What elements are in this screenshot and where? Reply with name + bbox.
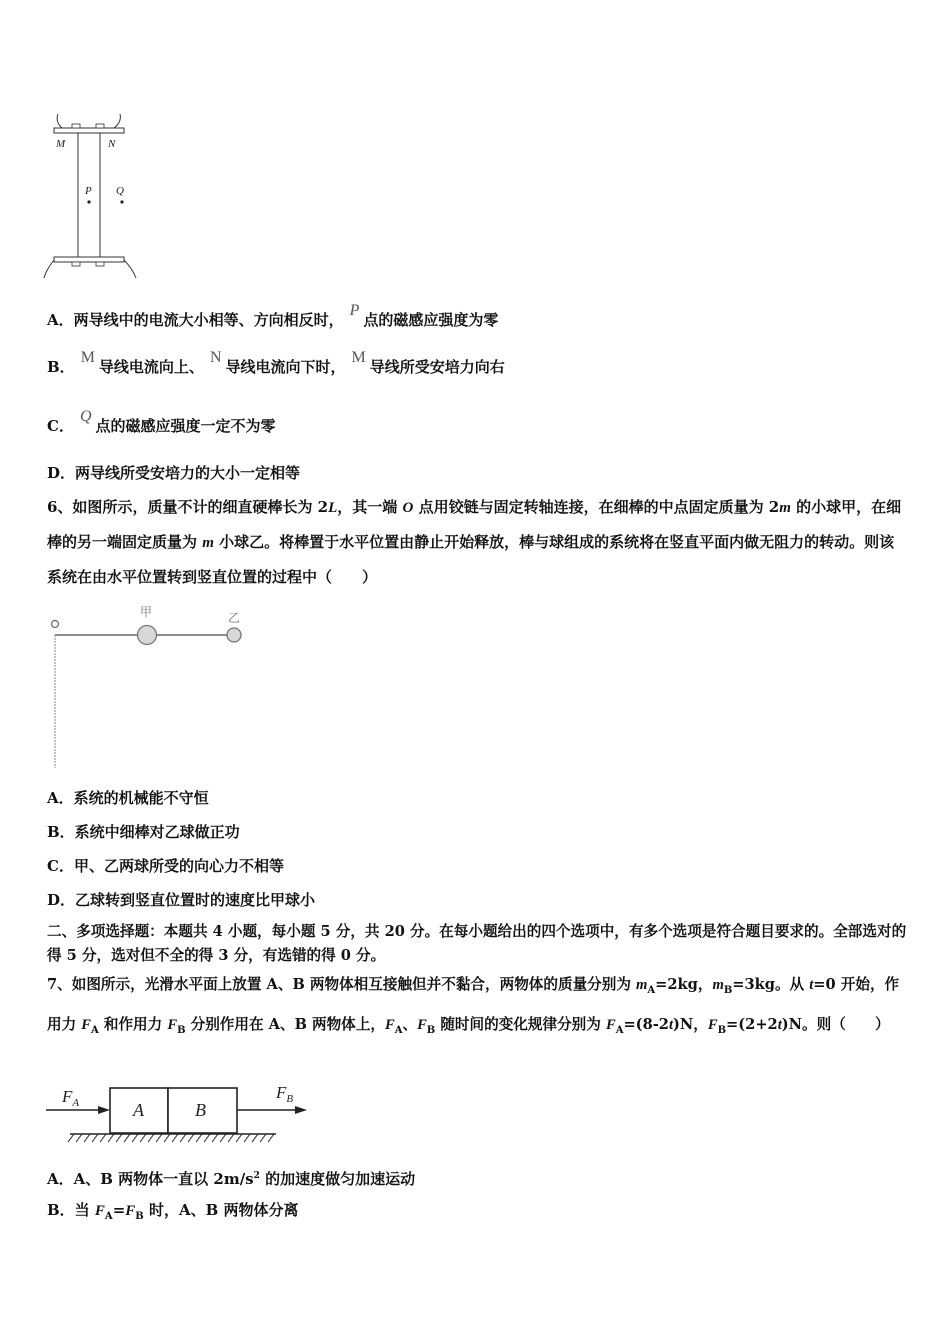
q7-stem-ma: m (636, 977, 648, 993)
q7-option-a-text-2: 的加速度做匀加速运动 (259, 1170, 416, 1188)
q7-stem (47, 968, 909, 1048)
q7-option-b-fb: F (125, 1203, 136, 1219)
q7-stem-text-2: =0 开始，作用力 (47, 976, 900, 1033)
q6-option-c[interactable]: C．甲、乙两球所受的向心力不相等 (47, 857, 284, 875)
q6-stem-text-5: 小球乙。将棒置于水平位置由静止开始释放，棒与球组成的系统将在竖直平面内做无阻力的转动。则该系统在由水平位置转到竖直位置的过程中（ ） (47, 533, 895, 586)
q6-ball-yi (227, 628, 241, 642)
q7-option-a-sup: 2 (253, 1171, 260, 1181)
q7-option-a-text-1: A．A、B 两物体一直以 2m/s (47, 1170, 254, 1188)
q5-option-a-symbol: P (349, 302, 360, 319)
q7-stem-eq-b-2: )N。则（ ） (781, 1015, 890, 1033)
q7-stem-ma-sub: A (647, 984, 656, 996)
q6-label-yi: 乙 (228, 611, 241, 625)
q5-option-b-symbol-3: M (351, 349, 366, 366)
q7-stem-mb-sub: B (723, 984, 733, 996)
q5-option-b-text-1: 导线电流向上、 (98, 358, 204, 376)
section2-heading: 二、多项选择题：本题共 4 小题，每小题 5 分，共 20 分。在每小题给出的四个选项中，有多个选项是符合题目要求的。全部选对的得 5 分，选对但不全的得 3 分，有选错的得 0 分。 (47, 923, 907, 964)
q6-stem-text-1: 6、如图所示，质量不计的细直硬棒长为 2 (47, 498, 329, 516)
q6-option-d[interactable]: D．乙球转到竖直位置时的速度比甲球小 (47, 891, 316, 909)
q6-stem-m-2: m (202, 535, 214, 551)
q5-label-n: N (108, 138, 116, 150)
q5-option-b-prefix: B． (47, 358, 75, 376)
q7-stem-fb-1-sub: B (177, 1024, 186, 1036)
q7-stem-eq-a-2: )N， (673, 1015, 708, 1033)
q5-option-c-symbol: Q (79, 408, 92, 425)
q7-stem-fb-3-sub: B (717, 1024, 727, 1036)
q5-option-b-text-2: 导线电流向下时， (225, 358, 346, 376)
q6-stem-text-4: 的小球甲，在细棒的另一端固定质量为 (47, 498, 902, 551)
q5-point-q (120, 200, 123, 203)
q6-figure (44, 602, 254, 772)
q7-stem-text-3: 和作用力 (98, 1015, 168, 1033)
q7-option-b-fa: F (94, 1203, 105, 1219)
q6-pivot-o (52, 621, 59, 628)
q6-stem-o: O (402, 500, 414, 516)
q5-option-c-suffix: 点的磁感应强度一定不为零 (95, 417, 276, 435)
q7-option-b-fb-sub: B (135, 1211, 144, 1222)
q5-option-c-prefix: C． (47, 417, 74, 435)
q7-stem-t-b: t (777, 1016, 782, 1033)
q5-option-a-prefix: A．两导线中的电流大小相等、方向相反时， (47, 311, 344, 329)
q7-stem-t-a: t (668, 1016, 674, 1033)
q7-stem-ma-val: =2kg， (655, 976, 713, 993)
q7-stem-text-4: 分别作用在 A、B 两物体上， (185, 1015, 385, 1033)
q7-stem-fa-2-sub: A (394, 1024, 403, 1036)
q5-option-b-symbol-2: N (209, 349, 222, 366)
q6-label-jia: 甲 (140, 605, 153, 619)
q5-option-c[interactable] (47, 408, 276, 437)
q7-stem-mb: m (712, 977, 724, 993)
q7-stem-fb-2: F (417, 1016, 427, 1033)
q7-stem-text-6: 随时间的变化规律分别为 (435, 1015, 606, 1033)
q7-stem-text-5: 、 (402, 1015, 418, 1033)
q6-stem (47, 490, 909, 594)
q7-stem-eq-b: =(2+2 (726, 1015, 778, 1033)
q7-option-a[interactable] (47, 1166, 415, 1189)
q7-stem-eq-a: =(8-2 (623, 1015, 669, 1033)
q7-option-b-text-1: B．当 (47, 1201, 95, 1219)
q7-stem-fb-2-sub: B (426, 1024, 436, 1036)
q7-block-b-label: B (195, 1100, 206, 1120)
q6-ball-jia (138, 626, 157, 645)
q7-option-b-eq: = (112, 1201, 126, 1219)
q6-stem-l: L (328, 500, 338, 516)
q7-stem-fa-1: F (81, 1016, 92, 1033)
q5-option-b[interactable] (47, 349, 505, 378)
q7-figure (44, 1080, 294, 1152)
q7-ground-hatch (68, 1134, 274, 1142)
q7-stem-fa-1-sub: A (91, 1024, 99, 1036)
q7-option-b-text-2: 时，A、B 两物体分离 (143, 1201, 299, 1219)
q6-stem-text-2: ，其一端 (337, 498, 403, 516)
q7-stem-mb-val: =3kg。从 (732, 976, 810, 993)
q7-stem-t: t (809, 977, 814, 993)
q5-figure (40, 112, 140, 282)
q5-label-m: M (56, 138, 66, 150)
q7-label-fb: $F_B$ (276, 1083, 294, 1105)
q5-point-p (87, 200, 90, 203)
q7-stem-fa-2: F (384, 1016, 395, 1033)
q7-label-fa: $F_A$ (62, 1087, 80, 1109)
q7-option-b[interactable] (47, 1200, 299, 1227)
q5-label-p: P (85, 185, 92, 197)
q5-option-d[interactable]: D．两导线所受安培力的大小一定相等 (47, 464, 301, 482)
q7-stem-fa-3: F (605, 1016, 616, 1033)
q7-stem-fa-3-sub: A (615, 1024, 624, 1036)
q7-option-b-fa-sub: A (104, 1211, 113, 1222)
q7-block-a-label: A (133, 1100, 144, 1120)
q6-option-b[interactable]: B．系统中细棒对乙球做正功 (47, 823, 240, 841)
q5-option-a[interactable] (47, 302, 499, 331)
q5-option-b-text-3: 导线所受安培力向右 (369, 358, 505, 376)
q5-label-q: Q (116, 185, 124, 197)
q6-stem-text-3: 点用铰链与固定转轴连接，在细棒的中点固定质量为 2 (413, 498, 780, 516)
q7-stem-text-1: 7、如图所示，光滑水平面上放置 A、B 两物体相互接触但并不黏合，两物体的质量分别为 (47, 976, 637, 993)
q7-stem-fb-1: F (167, 1016, 178, 1033)
q5-option-a-suffix: 点的磁感应强度为零 (363, 311, 499, 329)
q7-stem-fb-3: F (707, 1016, 718, 1033)
q6-option-a[interactable]: A．系统的机械能不守恒 (47, 789, 209, 807)
q6-stem-m-1: m (779, 500, 791, 516)
q5-option-b-symbol-1: M (80, 349, 95, 366)
